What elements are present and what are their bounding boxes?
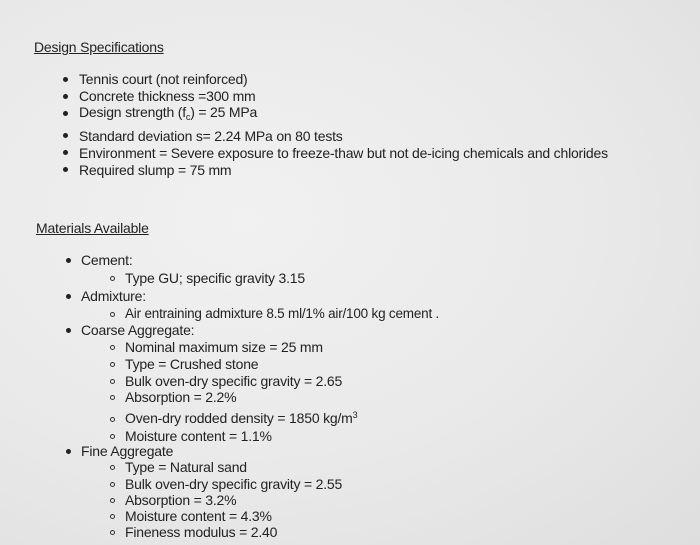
bullet (63, 94, 68, 99)
coarse-item-size: Nominal maximum size = 25 mm (125, 339, 323, 355)
sub-bullet (110, 465, 115, 470)
fine-item-fineness: Fineness modulus = 2.40 (125, 524, 278, 540)
admixture-item: Air entraining admixture 8.5 ml/1% air/100 kg cement . (125, 306, 440, 321)
sub-bullet (110, 362, 115, 367)
sub-bullet (110, 276, 115, 281)
coarse-aggregate-label: Coarse Aggregate: (81, 322, 195, 338)
cement-label: Cement: (81, 252, 133, 268)
sub-bullet (110, 345, 115, 350)
design-specifications-heading: Design Specifications (34, 39, 164, 55)
design-item-court: Tennis court (not reinforced) (79, 71, 248, 87)
sub-bullet (110, 434, 115, 439)
sub-bullet (110, 379, 115, 384)
fine-item-type: Type = Natural sand (125, 459, 247, 475)
fine-item-absorption: Absorption = 3.2% (125, 492, 237, 508)
sub-bullet (110, 395, 115, 400)
coarse-item-absorption: Absorption = 2.2% (125, 389, 237, 405)
bullet (63, 133, 68, 138)
bullet (63, 150, 68, 155)
bullet (66, 449, 71, 454)
fine-aggregate-label: Fine Aggregate (81, 443, 174, 459)
admixture-label: Admixture: (81, 288, 146, 304)
coarse-item-type: Type = Crushed stone (125, 356, 259, 372)
materials-available-heading: Materials Available (36, 220, 149, 236)
bullet (63, 77, 68, 82)
coarse-item-density: Oven-dry rodded density = 1850 $kg/m^3$ (125, 410, 358, 426)
sub-bullet (110, 514, 115, 519)
design-item-thickness: Concrete thickness =300 mm (79, 88, 256, 104)
bullet (66, 258, 71, 263)
sub-bullet (110, 482, 115, 487)
sub-bullet (110, 417, 115, 422)
sub-bullet (110, 312, 115, 317)
bullet (63, 167, 68, 172)
sub-bullet (110, 498, 115, 503)
coarse-item-moisture: Moisture content = 1.1% (125, 428, 272, 444)
design-item-std-dev: Standard deviation s= 2.24 MPa on 80 tests (79, 128, 343, 144)
bullet (66, 294, 71, 299)
sub-bullet (110, 530, 115, 535)
cement-type: Type GU; specific gravity 3.15 (125, 270, 305, 286)
bullet (66, 328, 71, 333)
bullet (63, 111, 68, 116)
design-item-slump: Required slump = 75 mm (79, 162, 232, 178)
design-item-strength: Design strength $(f_c) = 25$ MPa (79, 104, 258, 122)
fine-item-moisture: Moisture content = 4.3% (125, 508, 272, 524)
coarse-item-gravity: Bulk oven-dry specific gravity = 2.65 (125, 373, 343, 389)
design-item-environment: Environment = Severe exposure to freeze-thaw but not de-icing chemicals and chlorides (79, 145, 608, 161)
fine-item-gravity: Bulk oven-dry specific gravity = 2.55 (125, 476, 343, 492)
